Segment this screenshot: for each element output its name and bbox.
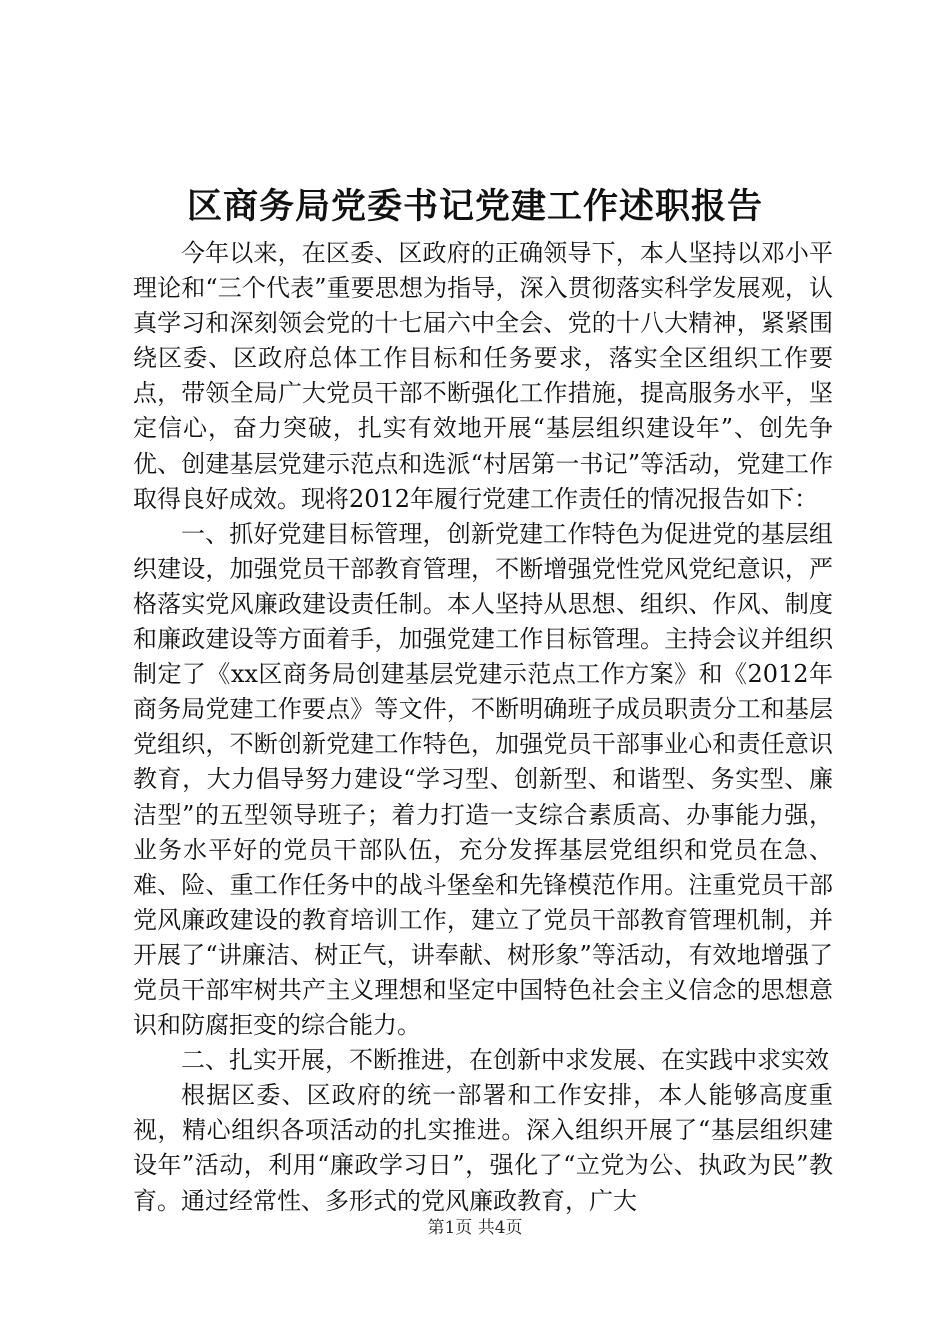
- paragraph-section-two: 根据区委、区政府的统一部署和工作安排，本人能够高度重视，精心组织各项活动的扎实推进。深入组织开展了“基层组织建设年”活动，利用“廉政学习日”，强化了“立党为公、执政为民”教育。通过经常性、多形式的党风廉政教育，广大: [133, 1081, 833, 1215]
- page-number-footer: 第1页 共4页: [427, 1218, 523, 1238]
- section-two-heading: 二、扎实开展，不断推进，在创新中求发展、在实践中求实效: [181, 1046, 829, 1075]
- paragraph-intro: 今年以来，在区委、区政府的正确领导下，本人坚持以邓小平理论和“三个代表”重要思想为指导，深入贯彻落实科学发展观，认真学习和深刻领会党的十七届六中全会、党的十八大精神，紧紧围绕区委、区政府总体工作目标和任务要求，落实全区组织工作要点，带领全局广大党员干部不断强化工作措施，提高服务水平，坚定信心，奋力突破，扎实有效地开展“基层组织建设年”、创先争优、创建基层党建示范点和选派“村居第一书记”等活动，党建工作取得良好成效。现将2012年履行党建工作责任的情况报告如下：: [133, 239, 833, 513]
- document-title: 区商务局党委书记党建工作述职报告: [186, 186, 763, 227]
- paragraph-section-one: 一、抓好党建目标管理，创新党建工作特色为促进党的基层组织建设，加强党员干部教育管理，不断增强党性党风党纪意识，严格落实党风廉政建设责任制。本人坚持从思想、组织、作风、制度和廉政建设等方面着手，加强党建工作目标管理。主持会议并组织制定了《xx区商务局创建基层党建示范点工作方案》和《2012年商务局党建工作要点》等文件，不断明确班子成员职责分工和基层党组织，不断创新党建工作特色，加强党员干部事业心和责任意识教育，大力倡导努力建设“学习型、创新型、和谐型、务实型、廉洁型”的五型领导班子；着力打造一支综合素质高、办事能力强，业务水平好的党员干部队伍，充分发挥基层党组织和党员在急、难、险、重工作任务中的战斗堡垒和先锋模范作用。注重党员干部党风廉政建设的教育培训工作，建立了党员干部教育管理机制，并开展了“讲廉洁、树正气，讲奉献、树形象”等活动，有效地增强了党员干部牢树共产主义理想和坚定中国特色社会主义信念的思想意识和防腐拒变的综合能力。: [133, 519, 833, 1040]
- document-body: [133, 236, 833, 1219]
